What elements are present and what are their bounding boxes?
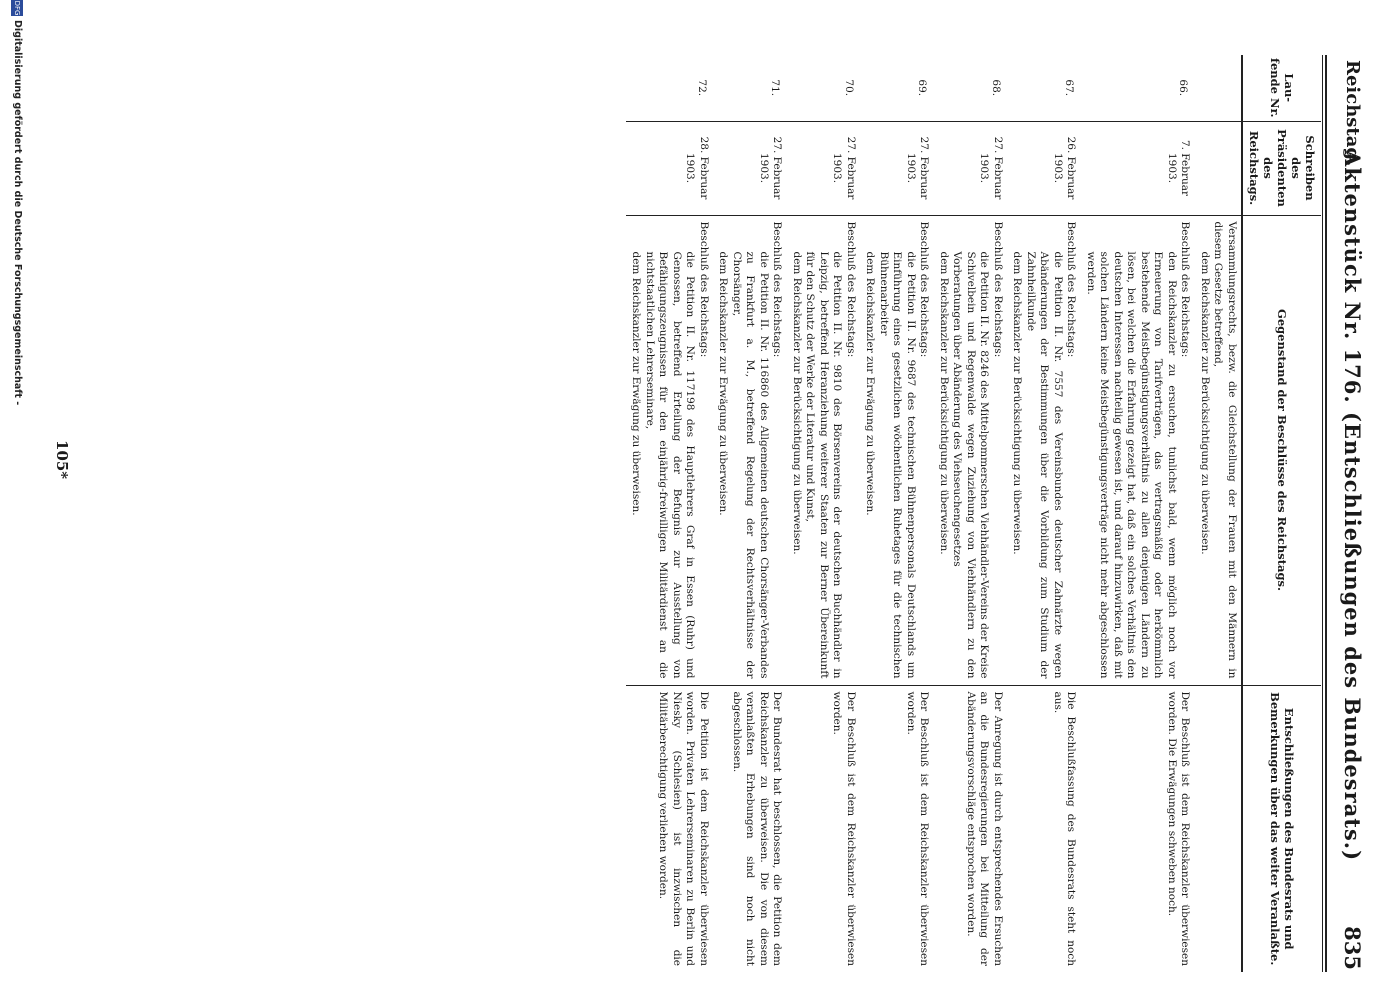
col-header-decision: Entschließungen des Bundesrats und Bemerkungen über das weiter Veranlaßte. — [1242, 685, 1321, 972]
row-decision — [1195, 685, 1243, 972]
table-header-row — [1242, 55, 1321, 972]
row-decision: Der Anregung ist durch entsprechendes Ersuchen an die Bundesregierungen bei Mitteilung der Abänderungsvorschläge entsprochen worden. — [934, 685, 1008, 972]
header-rule — [1325, 55, 1327, 972]
table-row — [1007, 55, 1081, 972]
subject-paragraph: dem Reichskanzler zur Berücksichtigung zu überweisen. — [1011, 251, 1024, 555]
row-number: 68. — [990, 79, 1002, 97]
subject-paragraph: Beschluß des Reichstags: — [845, 221, 857, 358]
row-subject — [787, 215, 861, 685]
table-row — [934, 55, 1008, 972]
subject-paragraph: dem Reichskanzler zur Berücksichtigung zu überweisen. — [1199, 251, 1211, 555]
subject-paragraph: Beschluß des Reichstags: — [1065, 221, 1078, 358]
row-date — [1195, 121, 1243, 215]
header-left: Reichstag. — [1342, 60, 1363, 167]
subject-paragraph: Beschluß des Reichstags: — [1179, 221, 1192, 358]
row-number: 66. — [1177, 79, 1190, 97]
row-decision: Die Beschlußfassung des Bundesrats steht noch aus. — [1007, 685, 1081, 972]
subject-paragraph: Versammlungsrechts, bezw. die Gleichstellung der Frauen mit den Männern in diesem Gesetze betreffend, — [1212, 221, 1238, 679]
row-date: 27. Februar 1903. — [787, 121, 861, 215]
row-decision: Der Beschluß ist dem Reichskanzler überwiesen worden. Die Erwägungen schweben noch. — [1081, 685, 1195, 972]
row-number: 70. — [843, 79, 855, 97]
table-row — [860, 55, 934, 972]
dfg-logo: DFG — [13, 0, 21, 16]
row-subject — [713, 215, 787, 685]
subject-paragraph: Beschluß des Reichstags: — [698, 221, 710, 358]
resolutions-table — [626, 55, 1321, 972]
row-number: 69. — [916, 79, 929, 97]
table-row — [1081, 55, 1195, 972]
col-header-nr: Lau-fende Nr. — [1242, 55, 1321, 121]
table-row — [787, 55, 861, 972]
table-row — [713, 55, 787, 972]
row-subject — [934, 215, 1008, 685]
row-date: 28. Februar 1903. — [626, 121, 713, 215]
table-row — [626, 55, 713, 972]
row-decision: Der Bundesrat hat beschlossen, die Petition dem Reichskanzler zu überweisen. Die von diesem veranlaßten Erhebungen sind noch nicht abgeschlossen. — [713, 685, 787, 972]
subject-paragraph: Beschluß des Reichstags: — [771, 221, 784, 358]
table-body — [626, 55, 1242, 972]
sheet-number: 105* — [53, 440, 71, 480]
table-row — [1195, 55, 1243, 972]
row-date: 27. Februar 1903. — [713, 121, 787, 215]
row-subject — [860, 215, 934, 685]
row-subject — [626, 215, 713, 685]
row-decision: Der Beschluß ist dem Reichskanzler überwiesen worden. — [787, 685, 861, 972]
col-header-date: Schreiben des Präsidenten des Reichstags. — [1242, 121, 1321, 215]
header-rule-thin — [1322, 55, 1323, 972]
subject-paragraph: die Petition II. Nr. 8246 des Mittelpommerschen Viehhändler-Vereins der Kreise Schivelbein und Regenwalde wegen Zuziehung von Viehhändlern zu den Vorberatungen über Abänderung des Viehseuchengesetzes — [951, 251, 991, 679]
subject-paragraph: dem Reichskanzler zur Berücksichtigung zu überweisen. — [791, 251, 803, 555]
subject-paragraph: dem Reichskanzler zur Erwägung zu überweisen. — [864, 251, 877, 516]
subject-paragraph: Beschluß des Reichstags: — [918, 221, 931, 358]
row-decision: Der Beschluß ist dem Reichskanzler überwiesen worden. — [860, 685, 934, 972]
header-title: Aktenstück Nr. 176. (Entschließungen des Bundesrats.) — [1340, 150, 1365, 862]
row-subject — [1007, 215, 1081, 685]
row-date: 27. Februar 1903. — [860, 121, 934, 215]
row-number: 67. — [1063, 79, 1076, 97]
digitization-credit: Digitalisierung gefördert durch die Deutsche Forschungsgemeinschaft - — [12, 20, 23, 406]
row-subject — [1081, 215, 1195, 685]
page-header — [1331, 0, 1371, 1000]
subject-paragraph: die Petition II. Nr. 9810 des Börsenvereins der deutschen Buchhändler in Leipzig, betreffend Heranziehung weiterer Staaten zur Berner Übereinkunft für den Schutz der Werke der Literatur und Kunst, — [804, 251, 844, 679]
page-number: 835 — [1340, 926, 1365, 970]
subject-paragraph: die Petition II. Nr. 116860 des Allgemeinen deutschen Chorsänger-Verbandes zu Frankfurt a. M., betreffend Regelung der Rechtsverhältnisse der Chorsänger, — [731, 251, 770, 679]
row-date: 7. Februar 1903. — [1081, 121, 1195, 215]
row-number — [1195, 55, 1243, 121]
subject-paragraph: dem Reichskanzler zur Berücksichtigung zu überweisen. — [938, 251, 950, 555]
row-subject — [1195, 215, 1243, 685]
row-number: 71. — [769, 79, 782, 97]
row-decision: Die Petition ist dem Reichskanzler überwiesen worden. Privaten Lehrerseminaren zu Berlin und Niesky (Schlesien) ist inzwischen die Militärberechtigung verliehen worden. — [626, 685, 713, 972]
subject-paragraph: die Petition II. Nr. 9687 des technischen Bühnenpersonals Deutschlands um Einführung eines gesetzlichen wöchentlichen Ruhetages für die technischen Bühnenarbeiter — [878, 251, 917, 679]
subject-paragraph: die Petition II. Nr. 117198 des Hauptlehrers Graf in Essen (Ruhr) und Genossen, betreffend Erteilung der Befugnis zur Ausstellung von Befähigungszeugnissen für den einjährig-freiwilligen Militärdienst an die nichtstaatlichen Lehrerseminare, — [644, 251, 697, 679]
subject-paragraph: den Reichskanzler zu ersuchen, tunlichst bald, wenn möglich noch vor Erneuerung von Tarifverträgen, das vertragsmäßig oder herkömmlich bestehende Meistbegünstigungsverhältnis zu allen denjenigen Ländern zu lösen, bei welchen die Erfahrung gezeigt hat, daß ein solches Verhältnis den deutschen Interessen nachteilig gewesen ist, und darauf hinzuwirken, daß mit solchen Ländern keine Meistbegünstigungsverträge nicht mehr abgeschlossen werden. — [1085, 251, 1178, 679]
row-number: 72. — [696, 79, 708, 97]
subject-paragraph: Beschluß des Reichstags: — [992, 221, 1004, 358]
row-date: 26. Februar 1903. — [1007, 121, 1081, 215]
subject-paragraph: die Petition II. Nr. 7557 des Vereinsbundes deutscher Zahnärzte wegen Abänderungen der Bestimmungen über die Vorbildung zum Studium der Zahnheilkunde — [1025, 251, 1064, 679]
subject-paragraph: dem Reichskanzler zur Erwägung zu überweisen. — [630, 251, 643, 516]
subject-paragraph: dem Reichskanzler zur Erwägung zu überweisen. — [717, 251, 730, 516]
col-header-subject: Gegenstand der Beschlüsse des Reichstags. — [1242, 215, 1321, 685]
row-date: 27. Februar 1903. — [934, 121, 1008, 215]
